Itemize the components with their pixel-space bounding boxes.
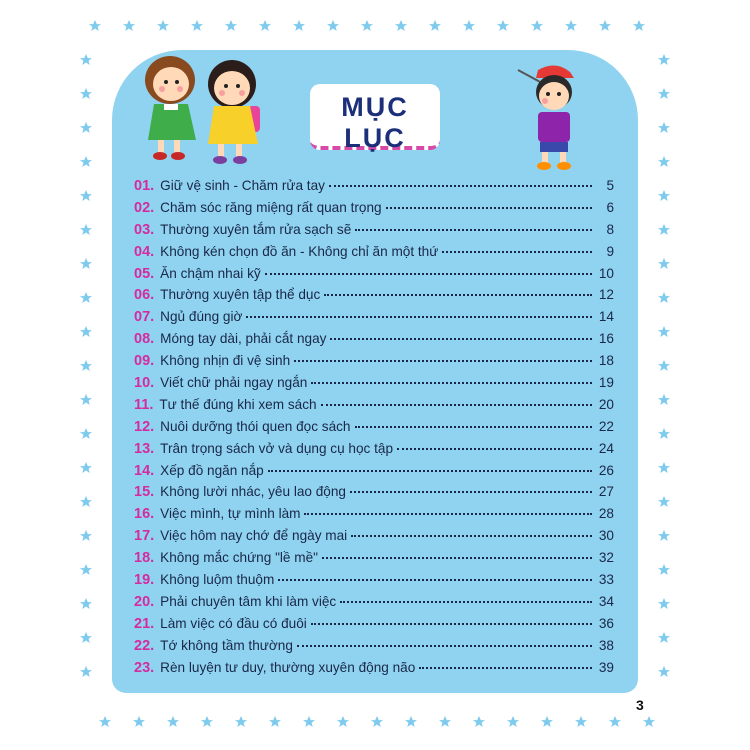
- toc-entry-number: 08.: [134, 331, 155, 348]
- star-icon: [99, 716, 111, 727]
- toc-entry-title: Phải chuyên tâm khi làm việc: [160, 593, 337, 609]
- toc-entry-number: 13.: [134, 440, 155, 457]
- toc-entry-page: 34: [598, 593, 614, 609]
- star-icon: [658, 190, 670, 201]
- star-icon: [658, 224, 670, 235]
- star-icon: [235, 716, 247, 727]
- star-icon: [80, 666, 92, 677]
- toc-entry-title: Thường xuyên tập thể dục: [160, 287, 321, 303]
- star-icon: [463, 20, 475, 31]
- toc-entry-page: 38: [598, 637, 614, 653]
- toc-entry-title: Nuôi dưỡng thói quen đọc sách: [160, 418, 351, 434]
- title-box: [310, 84, 440, 153]
- toc-entry-title: Xếp đồ ngăn nắp: [160, 462, 264, 478]
- star-icon: [658, 326, 670, 337]
- toc-entry: [134, 309, 614, 331]
- toc-entry: [134, 200, 614, 222]
- dot-leader: [322, 557, 592, 559]
- toc-entry-title: Chăm sóc răng miệng rất quan trọng: [160, 199, 382, 215]
- star-icon: [337, 716, 349, 727]
- toc-entry: [134, 528, 614, 550]
- star-icon: [507, 716, 519, 727]
- toc-entry-number: 09.: [134, 353, 155, 370]
- star-icon: [80, 598, 92, 609]
- star-icon: [609, 716, 621, 727]
- toc-entry: [134, 550, 614, 572]
- star-icon: [658, 598, 670, 609]
- dot-leader: [340, 601, 592, 603]
- star-icon: [225, 20, 237, 31]
- star-icon: [167, 716, 179, 727]
- toc-entry: [134, 616, 614, 638]
- star-icon: [575, 716, 587, 727]
- toc-entry: [134, 660, 614, 682]
- star-icon: [80, 258, 92, 269]
- dot-leader: [351, 535, 592, 537]
- star-icon: [497, 20, 509, 31]
- star-icon: [80, 292, 92, 303]
- star-icon: [541, 716, 553, 727]
- toc-entry-page: 6: [606, 199, 614, 215]
- star-icon: [658, 462, 670, 473]
- toc-entry: [134, 572, 614, 594]
- star-icon: [658, 632, 670, 643]
- dot-leader: [278, 579, 592, 581]
- star-icon: [123, 20, 135, 31]
- star-icon: [327, 20, 339, 31]
- boy-pointing-illustration: [508, 60, 588, 172]
- star-icon: [658, 122, 670, 133]
- toc-entry-page: 10: [598, 265, 614, 281]
- star-icon: [303, 716, 315, 727]
- star-icon: [80, 88, 92, 99]
- toc-entry-page: 18: [598, 353, 614, 369]
- toc-entry-page: 5: [606, 178, 614, 193]
- toc-entry-page: 14: [598, 309, 614, 325]
- toc-entry-number: 21.: [134, 615, 155, 632]
- star-icon: [80, 54, 92, 65]
- toc-entry-page: 27: [598, 484, 614, 500]
- toc-entry-title: Làm việc có đầu có đuôi: [160, 615, 307, 631]
- toc-entry: [134, 638, 614, 660]
- toc-entry-number: 18.: [134, 550, 155, 567]
- star-icon: [658, 496, 670, 507]
- toc-entry-title: Việc hôm nay chớ để ngày mai: [160, 528, 348, 544]
- dot-leader: [246, 316, 592, 318]
- dot-leader: [350, 491, 592, 493]
- toc-entry: [134, 441, 614, 463]
- star-icon: [80, 360, 92, 371]
- toc-entry-title: Không kén chọn đồ ăn - Không chỉ ăn một thứ: [160, 243, 439, 259]
- star-icon: [371, 716, 383, 727]
- dot-leader: [329, 185, 592, 187]
- toc-entry: [134, 463, 614, 485]
- dot-leader: [311, 382, 592, 384]
- toc-entry-page: 12: [598, 287, 614, 303]
- toc-entry-title: Tớ không tầm thường: [160, 637, 293, 653]
- toc-entry-page: 16: [598, 331, 614, 347]
- toc-entry-number: 19.: [134, 572, 155, 589]
- toc-entry-title: Thường xuyên tắm rửa sạch sẽ: [160, 221, 352, 237]
- star-icon: [658, 428, 670, 439]
- dot-leader: [419, 667, 592, 669]
- star-icon: [658, 88, 670, 99]
- dot-leader: [330, 338, 592, 340]
- dot-leader: [324, 294, 592, 296]
- star-icon: [80, 190, 92, 201]
- toc-entry-page: 32: [598, 550, 614, 566]
- toc-entry-number: 14.: [134, 462, 155, 479]
- star-icon: [80, 428, 92, 439]
- star-icon: [80, 122, 92, 133]
- toc-entry-number: 03.: [134, 221, 155, 238]
- dot-leader: [294, 360, 592, 362]
- toc-entry-number: 02.: [134, 199, 155, 216]
- toc-entry: [134, 419, 614, 441]
- star-icon: [80, 632, 92, 643]
- toc-entry-number: 15.: [134, 484, 155, 501]
- page-number: 3: [636, 697, 644, 713]
- star-icon: [658, 360, 670, 371]
- toc-entry: [134, 178, 614, 200]
- toc-entry: [134, 506, 614, 528]
- star-icon: [80, 564, 92, 575]
- toc-entry-number: 20.: [134, 593, 155, 610]
- toc-entry-page: 8: [606, 221, 614, 237]
- dot-leader: [321, 404, 592, 406]
- toc-entry: [134, 244, 614, 266]
- toc-entry: [134, 375, 614, 397]
- toc-entry-number: 23.: [134, 659, 155, 676]
- star-icon: [157, 20, 169, 31]
- star-icon: [658, 530, 670, 541]
- dot-leader: [304, 513, 592, 515]
- toc-entry-number: 11.: [134, 396, 154, 413]
- star-icon: [293, 20, 305, 31]
- dot-leader: [442, 251, 592, 253]
- dot-leader: [297, 645, 592, 647]
- toc-entry: [134, 353, 614, 375]
- toc-entry: [134, 222, 614, 244]
- toc-entry-title: Rèn luyện tư duy, thường xuyên động não: [160, 659, 416, 675]
- toc-entry-page: 9: [606, 243, 614, 259]
- star-icon: [658, 156, 670, 167]
- toc-entry-page: 33: [598, 572, 614, 588]
- toc-entry-title: Ăn chậm nhai kỹ: [160, 265, 261, 281]
- toc-entry-number: 07.: [134, 309, 155, 326]
- toc-entry-title: Trân trọng sách vở và dụng cụ học tập: [160, 440, 394, 456]
- star-icon: [361, 20, 373, 31]
- star-icon: [473, 716, 485, 727]
- star-icon: [643, 716, 655, 727]
- star-icon: [80, 530, 92, 541]
- star-icon: [405, 716, 417, 727]
- star-icon: [633, 20, 645, 31]
- star-icon: [658, 258, 670, 269]
- toc-entry-page: 20: [598, 396, 614, 412]
- page-title: MỤC LỤC: [341, 92, 409, 153]
- toc-entry-page: 24: [598, 440, 614, 456]
- toc-entry-number: 05.: [134, 265, 155, 282]
- toc-entry-title: Không luộm thuộm: [160, 572, 275, 588]
- star-icon: [191, 20, 203, 31]
- toc-entry-number: 17.: [134, 528, 155, 545]
- star-icon: [80, 394, 92, 405]
- star-icon: [395, 20, 407, 31]
- toc-entry-page: 22: [598, 418, 614, 434]
- dot-leader: [265, 273, 592, 275]
- toc-entry-page: 28: [598, 506, 614, 522]
- star-icon: [80, 224, 92, 235]
- toc-entry-title: Không nhịn đi vệ sinh: [160, 353, 291, 369]
- star-icon: [658, 54, 670, 65]
- toc-entry-title: Viết chữ phải ngay ngắn: [160, 375, 308, 391]
- toc-entry-title: Giữ vệ sinh - Chăm rửa tay: [160, 178, 325, 193]
- star-icon: [133, 716, 145, 727]
- star-icon: [658, 564, 670, 575]
- toc-entry-number: 16.: [134, 506, 155, 523]
- star-icon: [259, 20, 271, 31]
- toc-entry-number: 10.: [134, 375, 155, 392]
- star-icon: [599, 20, 611, 31]
- star-icon: [658, 292, 670, 303]
- toc-entry-number: 22.: [134, 637, 155, 654]
- star-icon: [80, 326, 92, 337]
- toc-entry: [134, 484, 614, 506]
- star-icon: [80, 496, 92, 507]
- star-icon: [531, 20, 543, 31]
- star-icon: [89, 20, 101, 31]
- girl-yellow-dress-illustration: [198, 56, 268, 168]
- toc-entry-number: 01.: [134, 178, 155, 194]
- toc-entry-title: Không lười nhác, yêu lao động: [160, 484, 346, 500]
- toc-entry: [134, 266, 614, 288]
- dot-leader: [268, 470, 592, 472]
- toc-entry-page: 19: [598, 375, 614, 391]
- star-icon: [439, 716, 451, 727]
- dot-leader: [386, 207, 592, 209]
- toc-entry: [134, 331, 614, 353]
- toc-entry-title: Việc mình, tự mình làm: [160, 506, 301, 522]
- toc-entry-page: 26: [598, 462, 614, 478]
- dot-leader: [355, 426, 593, 428]
- star-icon: [269, 716, 281, 727]
- toc-entry: [134, 397, 614, 419]
- star-icon: [658, 666, 670, 677]
- toc-entry-number: 12.: [134, 418, 155, 435]
- star-icon: [658, 394, 670, 405]
- toc-entry-title: Không mắc chứng "lề mề": [160, 550, 318, 566]
- toc-entry-page: 36: [598, 615, 614, 631]
- dot-leader: [355, 229, 592, 231]
- toc-entry-page: 30: [598, 528, 614, 544]
- dot-leader: [397, 448, 592, 450]
- toc-entry-title: Móng tay dài, phải cắt ngay: [160, 331, 327, 347]
- toc-entry-number: 06.: [134, 287, 155, 304]
- toc-entry-title: Ngủ đúng giờ: [160, 309, 243, 325]
- toc-entry-number: 04.: [134, 243, 155, 260]
- star-icon: [80, 462, 92, 473]
- star-icon: [565, 20, 577, 31]
- star-icon: [201, 716, 213, 727]
- table-of-contents: [134, 178, 614, 681]
- toc-entry: [134, 594, 614, 616]
- toc-entry-title: Tư thế đúng khi xem sách: [159, 396, 317, 412]
- dot-leader: [311, 623, 592, 625]
- toc-entry: [134, 287, 614, 309]
- star-icon: [429, 20, 441, 31]
- star-icon: [80, 156, 92, 167]
- toc-entry-page: 39: [598, 659, 614, 675]
